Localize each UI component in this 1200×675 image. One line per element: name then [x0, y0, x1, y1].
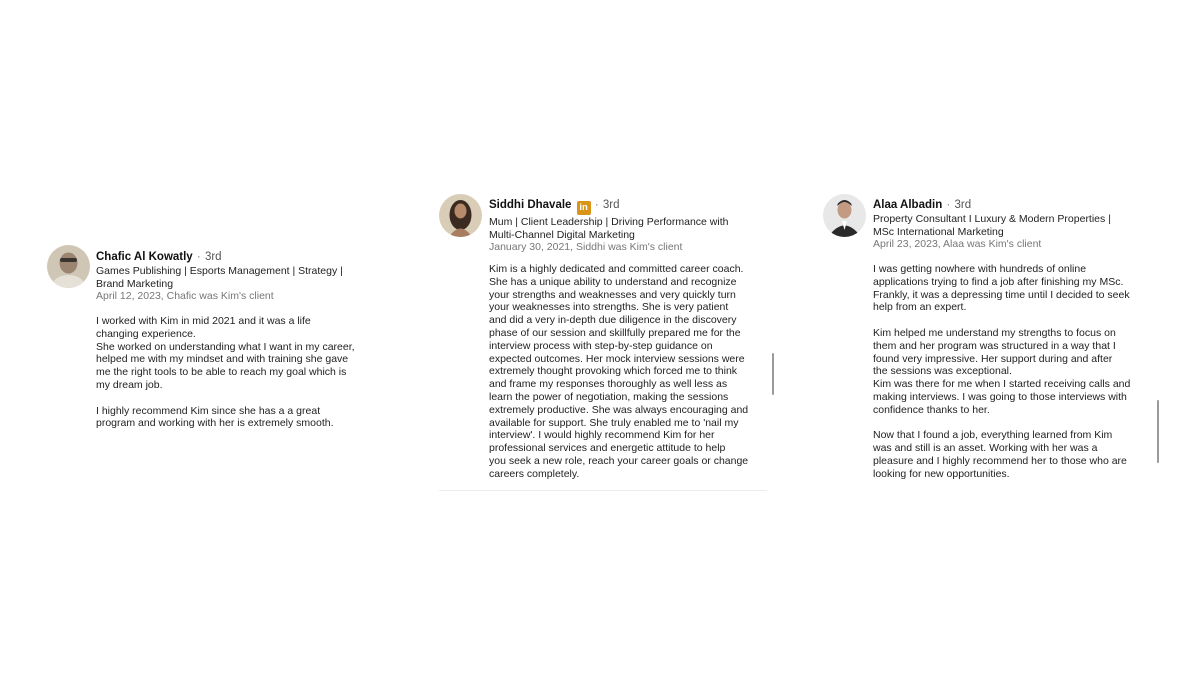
recommendation-text: I was getting nowhere with hundreds of online applications trying to find a job after finishing my MSc. Frankly, it was a depressing time until I decided to seek help from an expert. Kim helped me understand my strengths to focus on them and her program was structured in a way that I found very impressive. Her support during and after the sessions was exceptional. Kim was there for me when I started receiving calls and making interviews. I was going to those interviews with confidence thanks to her. Now that I found a job, everything learned from Kim was and still is an asset. Working with her was a pleasure and I highly recommend her to those who are looking for new opportunities. — [873, 263, 1131, 480]
scrollbar-thumb[interactable] — [1157, 400, 1159, 463]
member-headline: Mum | Client Leadership | Driving Performance with Multi-Channel Digital Marketing — [489, 216, 729, 241]
separator-dot: · — [946, 199, 951, 211]
recommendation-text: I worked with Kim in mid 2021 and it was a life changing experience. She worked on understanding what I want in my career, helped me with my mindset and with training she gave me the right tools to be able to reach my goal which is my dream job. I highly recommend Kim since she has a a great program and working with her is extremely smooth. — [96, 315, 355, 430]
recommendation-date: April 12, 2023, Chafic was Kim's client — [96, 290, 274, 302]
member-headline: Property Consultant I Luxury & Modern Properties | MSc International Marketing — [873, 213, 1111, 238]
member-name[interactable]: Siddhi Dhavale — [489, 199, 572, 211]
separator-dot: · — [196, 251, 201, 263]
connection-degree: 3rd — [954, 199, 972, 211]
member-headline: Games Publishing | Esports Management | Strategy | Brand Marketing — [96, 265, 343, 290]
recommendation-date: January 30, 2021, Siddhi was Kim's client — [489, 241, 683, 253]
connection-degree: 3rd — [602, 199, 620, 211]
card-divider — [439, 490, 767, 491]
avatar-siddhi[interactable] — [439, 194, 482, 237]
connection-degree: 3rd — [204, 251, 222, 263]
separator-dot: · — [594, 199, 599, 211]
member-name[interactable]: Chafic Al Kowatly — [96, 251, 193, 263]
avatar-chafic[interactable] — [47, 245, 90, 288]
recommendation-text: Kim is a highly dedicated and committed career coach. She has a unique ability to understand and recognize your strengths and weaknesses and very quickly turn your weaknesses into strengths. She is very patient and did a very in-depth due diligence in the discovery phase of our session and skillfully prepared me for the interview process with step-by-step guidance on expected outcomes. Her mock interview sessions were extremely thought provoking which forced me to think and frame my responses thoroughly as well less as learn the power of negotiation, making the sessions extremely productive. She was always encouraging and available for support. She truly enabled me to 'nail my interview'. I would highly recommend Kim for her professional services and energetic attitude to help you seek a new role, reach your career goals or change careers completely. — [489, 263, 749, 480]
avatar-alaa[interactable] — [823, 194, 866, 237]
recommendation-date: April 23, 2023, Alaa was Kim's client — [873, 238, 1042, 250]
linkedin-premium-icon: in — [577, 201, 591, 215]
member-name[interactable]: Alaa Albadin — [873, 199, 943, 211]
scrollbar-thumb[interactable] — [772, 353, 774, 395]
